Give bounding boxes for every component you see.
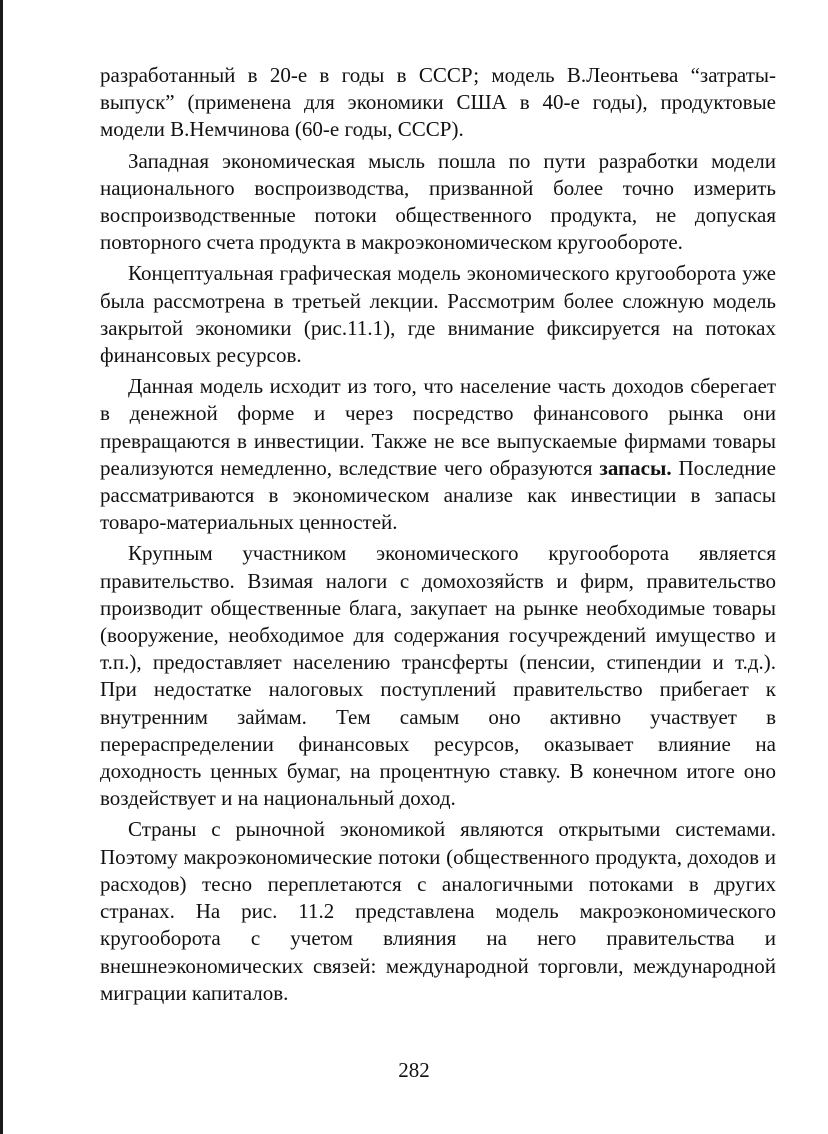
paragraph-6: Страны с рыночной экономикой являются открытыми системами. Поэтому макроэкономические потоки (общественного продукта, доходов и расходов) тесно переплетаются с аналогичными потоками в других странах. На рис. 11.2 представлена модель макроэкономического кругооборота с учетом влияния на него правительства и внешнеэкономических связей: международной торговли, международной миграции капиталов. (100, 817, 776, 1005)
paragraph-4-text-before: Данная модель исходит из того, что население часть доходов сберегает в денежной форме и через посредство финансового рынка они превращаются в инвестиции. Также не все выпускаемые фирмами товары реализуются немедленно, вследствие чего образуются (100, 374, 776, 480)
paragraph-4-text-after: Последние рассматриваются в экономическом анализе как инвестиции в запасы товаро-материальных ценностей. (100, 455, 776, 535)
body-text (100, 62, 776, 1007)
paragraph-5: Крупным участником экономического кругооборота является правительство. Взимая налоги с домохозяйств и фирм, правительство производит общественные блага, закупает на рынке необходимые товары (вооружение, необходимое для содержания госучреждений имущество и т.п.), предоставляет населению трансферты (пенсии, стипендии и т.д.). При недостатке налоговых поступлений правительство прибегает к внутренним займам. Тем самым оно активно участвует в перераспределении финансовых ресурсов, оказывает влияние на доходность ценных бумаг, на процентную ставку. В конечном итоге оно воздействует и на национальный доход. (100, 541, 776, 811)
scan-edge (0, 0, 3, 1134)
paragraph-2: Западная экономическая мысль пошла по пути разработки модели национального воспроизводства, призванной более точно измерить воспроизводственные потоки общественного продукта, не допуская повторного счета продукта в макроэкономическом кругообороте. (100, 148, 776, 255)
paragraph-4 (100, 373, 776, 536)
paragraph-3: Концептуальная графическая модель экономического кругооборота уже была рассмотрена в третьей лекции. Рассмотрим более сложную модель закрытой экономики (рис.11.1), где внимание фиксируется на потоках финансовых ресурсов. (100, 261, 776, 368)
page-number: 282 (398, 1058, 430, 1082)
paragraph-1: разработанный в 20-е в годы в СССР; модель В.Леонтьева “затраты-выпуск” (применена для экономики США в 40-е годы), продуктовые модели В.Немчинова (60-е годы, СССР). (100, 63, 776, 142)
paragraph-4-bold-term: запасы. (599, 455, 672, 480)
